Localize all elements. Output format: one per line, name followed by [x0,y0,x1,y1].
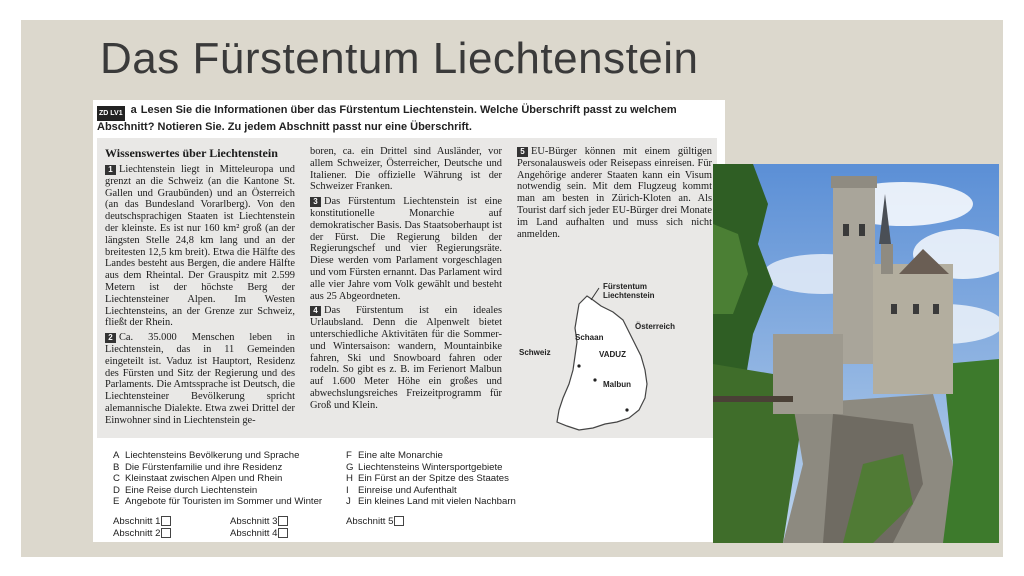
article-section-1 [105,164,295,329]
option-item: J Ein kleines Land mit vielen Nachbarn [346,496,516,508]
article-heading: Wissenswertes über Liechtenstein [105,146,278,160]
map-label-switzerland: Schweiz [519,348,551,357]
map-title: Fürstentum Liechtenstein [603,282,655,300]
option-item: G Liechtensteins Wintersportgebiete [346,461,503,473]
castle-photo [713,164,999,543]
answer-checkbox-2[interactable] [161,528,171,538]
castle-image-icon [713,164,999,543]
option-item: I Einreise und Aufenthalt [346,484,457,496]
answer-checkbox-3[interactable] [278,516,288,526]
option-item: H Ein Fürst an der Spitze des Staates [346,473,509,485]
option-item: D Eine Reise durch Liechtenstein [113,484,258,496]
task-text: Lesen Sie die Informationen über das Fürstentum Liechtenstein. Welche Überschrift passt zu welchem Abschnitt? Notieren Sie. Zu jedem Abschnitt passt nur eine Überschrift. [97,104,677,133]
section-text: Das Fürstentum ist ein ideales Urlaubsland. Denn die Alpenwelt bietet unterschiedliche Aktivitäten für die Sommer- und Wintersaison: wandern, Mountainbike fahren, Ski und Snowboard fahren oder rodeln. So gibt es z. B. im Ferienort Malbun auf 1.600 Meter Höhe ein großes und abwechslungsreiches Freizeitprogramm für Groß und Klein. [310,305,502,411]
slide-title: Das Fürstentum Liechtenstein [100,34,699,83]
section-text: Ca. 35.000 Menschen leben in Liechtenstein, das in 11 Gemeinden eingeteilt ist. Vaduz ist Hauptort, Residenz des Fürsten und Sitz der Regierung und des Parlaments. Die Amtssprache ist Deutsch, die Liechtensteiner Bevölkerung spricht alemannische Dialekte. Etwa zwei Drittel der Einwohner sind in Liechtenstein ge- [105,332,295,426]
option-item: A Liechtensteins Bevölkerung und Sprache [113,450,300,461]
answer-checkbox-4[interactable] [278,528,288,538]
section-number-badge: 3 [310,197,321,207]
article-column-3 [517,146,712,389]
article-section-2-continued: boren, ca. ein Drittel sind Ausländer, vor allem Schweizer, Österreicher, Deutsche und Italiener. Die offizielle Währung ist der Schweizer Franken. [310,146,502,193]
answer-abschnitt-5: Abschnitt 5 [346,516,404,527]
article-section-3 [310,196,502,302]
option-item: E Angebote für Touristen im Sommer und Winter [113,496,323,508]
task-instruction [97,104,719,134]
section-text: EU-Bürger können mit einem gültigen Personalausweis oder Reisepass einreisen. Für Angehörige anderer Staaten kann ein Visum notwendig sein. Mit dem Flugzeug kommt man am besten in Zürich-Kloten an. Als Tourist darf sich jeder EU-Bürger drei Monate im Land aufhalten und muss sich nicht anmelden. [517,146,712,240]
article-section-4 [310,305,502,411]
answer-checkbox-1[interactable] [161,516,171,526]
section-number-badge: 4 [310,306,321,316]
option-item: B Die Fürstenfamilie und ihre Residenz [113,461,283,473]
article-section-2 [105,332,295,426]
answer-abschnitt-3: Abschnitt 3 [230,516,288,527]
section-number-badge: 1 [105,165,116,175]
map-outline-icon [517,282,717,442]
section-number-badge: 5 [517,147,528,157]
map-town-vaduz: VADUZ [599,350,626,359]
answer-abschnitt-2: Abschnitt 2 [113,528,171,539]
answer-abschnitt-4: Abschnitt 4 [230,528,288,539]
map-town-malbun: Malbun [603,380,631,389]
article-section-5 [517,146,712,240]
article-panel [97,138,717,438]
section-text: Liechtenstein liegt in Mitteleuropa und grenzt an die Schweiz (an die Kantone St. Gallen und Graubünden) und an Österreich (an das Bundesland Vorarlberg). Von den deutschsprachigen Staaten ist Liechtenstein der kleinste. Es ist nur 160 km² groß (an der längsten Stelle 24,8 km lang und an der breitesten 12,5 km breit). Etwa die Hälfte des Landes besteht aus Bergen, die andere Hälfte aus dem Rheintal. Der Grauspitz mit 2.599 Metern ist der höchste Berg der Liechtensteiner Alpen. Im Westen Liechtensteins, an der Grenze zur Schweiz, fließt der Rhein. [105,164,295,329]
answer-checkbox-5[interactable] [394,516,404,526]
map-town-schaan: Schaan [575,333,604,342]
section-text: Das Fürstentum Liechtenstein ist eine konstitutionelle Monarchie auf demokratischer Basis. Das Staatsoberhaupt ist der Fürst. Die Regierung bilden der Regierungschef und vier Regierungsräte. Diese werden vom Parlament vorgeschlagen und vom Fürsten ernannt. Das Parlament wird alle vier Jahre vom Volk gewählt und besteht aus 25 Abgeordneten. [310,196,502,302]
option-item: F Eine alte Monarchie [346,450,443,461]
article-column-2 [310,146,502,415]
option-item: C Kleinstaat zwischen Alpen und Rhein [113,473,283,485]
task-code-badge: ZD LV1 [97,106,125,121]
task-letter: a [130,104,137,116]
heading-options-right [346,450,606,508]
answer-abschnitt-1: Abschnitt 1 [113,516,171,527]
map-label-austria: Österreich [635,322,676,331]
section-number-badge: 2 [105,333,116,343]
heading-options-left [113,450,353,508]
liechtenstein-map [517,282,717,442]
worksheet-scan [93,100,725,542]
article-column-1 [105,146,295,430]
